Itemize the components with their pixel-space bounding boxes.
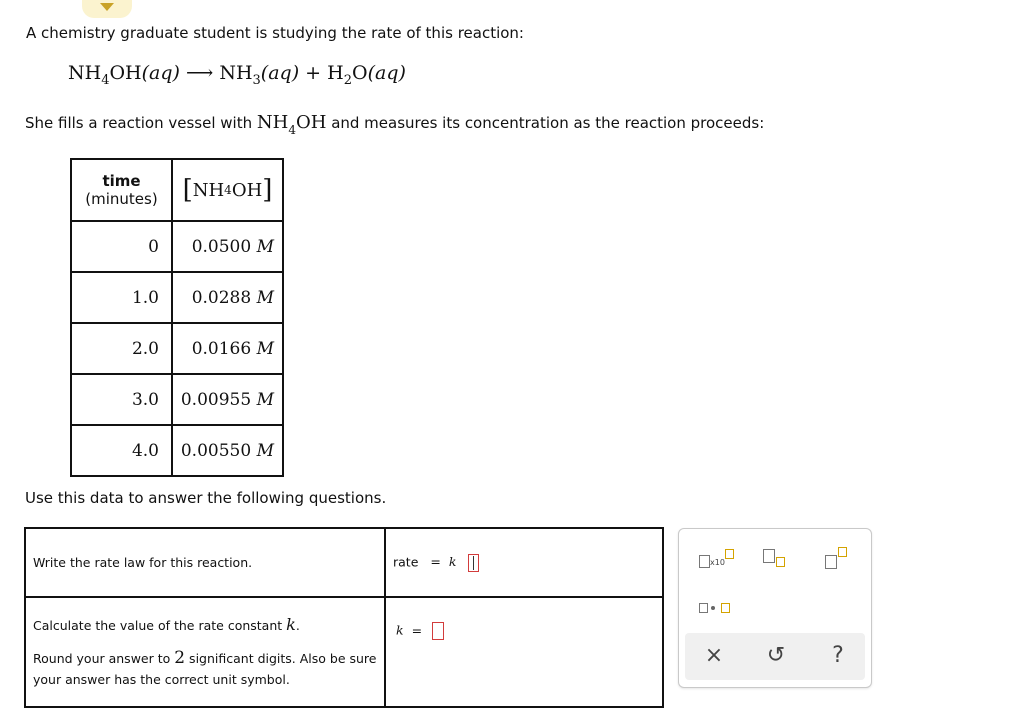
- instructions-text: Use this data to answer the following questions.: [25, 489, 387, 507]
- reaction-equation: $NH_4OH(aq)$ ⟶ $NH_3(aq) + H_2O(aq)$: [68, 62, 406, 88]
- table-header-row: [71, 159, 283, 221]
- table-row: [71, 272, 283, 323]
- table-row: [71, 374, 283, 425]
- question-rate-constant: Calculate the value of the rate constant k. Round your answer to 2 significant digits. Also be sure your answer has the correct unit symbol.: [25, 597, 385, 707]
- question-row-rate-constant: [25, 597, 663, 707]
- undo-icon[interactable]: ↺: [766, 643, 786, 668]
- collapse-toggle[interactable]: [82, 0, 132, 18]
- answer-rate-law: rate = k: [385, 528, 663, 597]
- table-row: [71, 425, 283, 476]
- procedure-text: She fills a reaction vessel with $NH_4OH$ and measures its concentration as the reaction proceeds:: [25, 112, 765, 137]
- concentration-cell: 0.00955 M: [172, 374, 283, 425]
- time-cell: 1.0: [71, 272, 172, 323]
- rate-constant-input[interactable]: [432, 622, 444, 640]
- clear-icon[interactable]: ×: [704, 643, 724, 668]
- time-cell: 0: [71, 221, 172, 272]
- time-cell: 4.0: [71, 425, 172, 476]
- concentration-cell: 0.00550 M: [172, 425, 283, 476]
- concentration-header: [ NH 4 OH ]: [172, 159, 283, 221]
- time-cell: 3.0: [71, 374, 172, 425]
- concentration-cell: 0.0288 M: [172, 272, 283, 323]
- answer-rate-constant: k =: [385, 597, 663, 707]
- table-row: [71, 323, 283, 374]
- help-icon[interactable]: ?: [832, 643, 844, 668]
- time-cell: 2.0: [71, 323, 172, 374]
- superscript-button[interactable]: [823, 547, 853, 571]
- time-header: time (minutes): [71, 159, 172, 221]
- scientific-notation-button[interactable]: x10: [697, 547, 737, 571]
- multiply-dot-button[interactable]: [697, 599, 737, 617]
- subscript-button[interactable]: [761, 547, 791, 571]
- question-rate-law: Write the rate law for this reaction.: [25, 528, 385, 597]
- table-row: [71, 221, 283, 272]
- intro-text: A chemistry graduate student is studying the rate of this reaction:: [26, 24, 524, 42]
- concentration-table: [70, 158, 284, 477]
- question-row-rate-law: [25, 528, 663, 597]
- concentration-cell: 0.0166 M: [172, 323, 283, 374]
- palette-action-bar: [685, 633, 865, 680]
- concentration-cell: 0.0500 M: [172, 221, 283, 272]
- questions-table: [24, 527, 664, 708]
- math-palette: [678, 528, 872, 688]
- rate-law-input[interactable]: [468, 554, 479, 572]
- chevron-down-icon: [100, 3, 114, 11]
